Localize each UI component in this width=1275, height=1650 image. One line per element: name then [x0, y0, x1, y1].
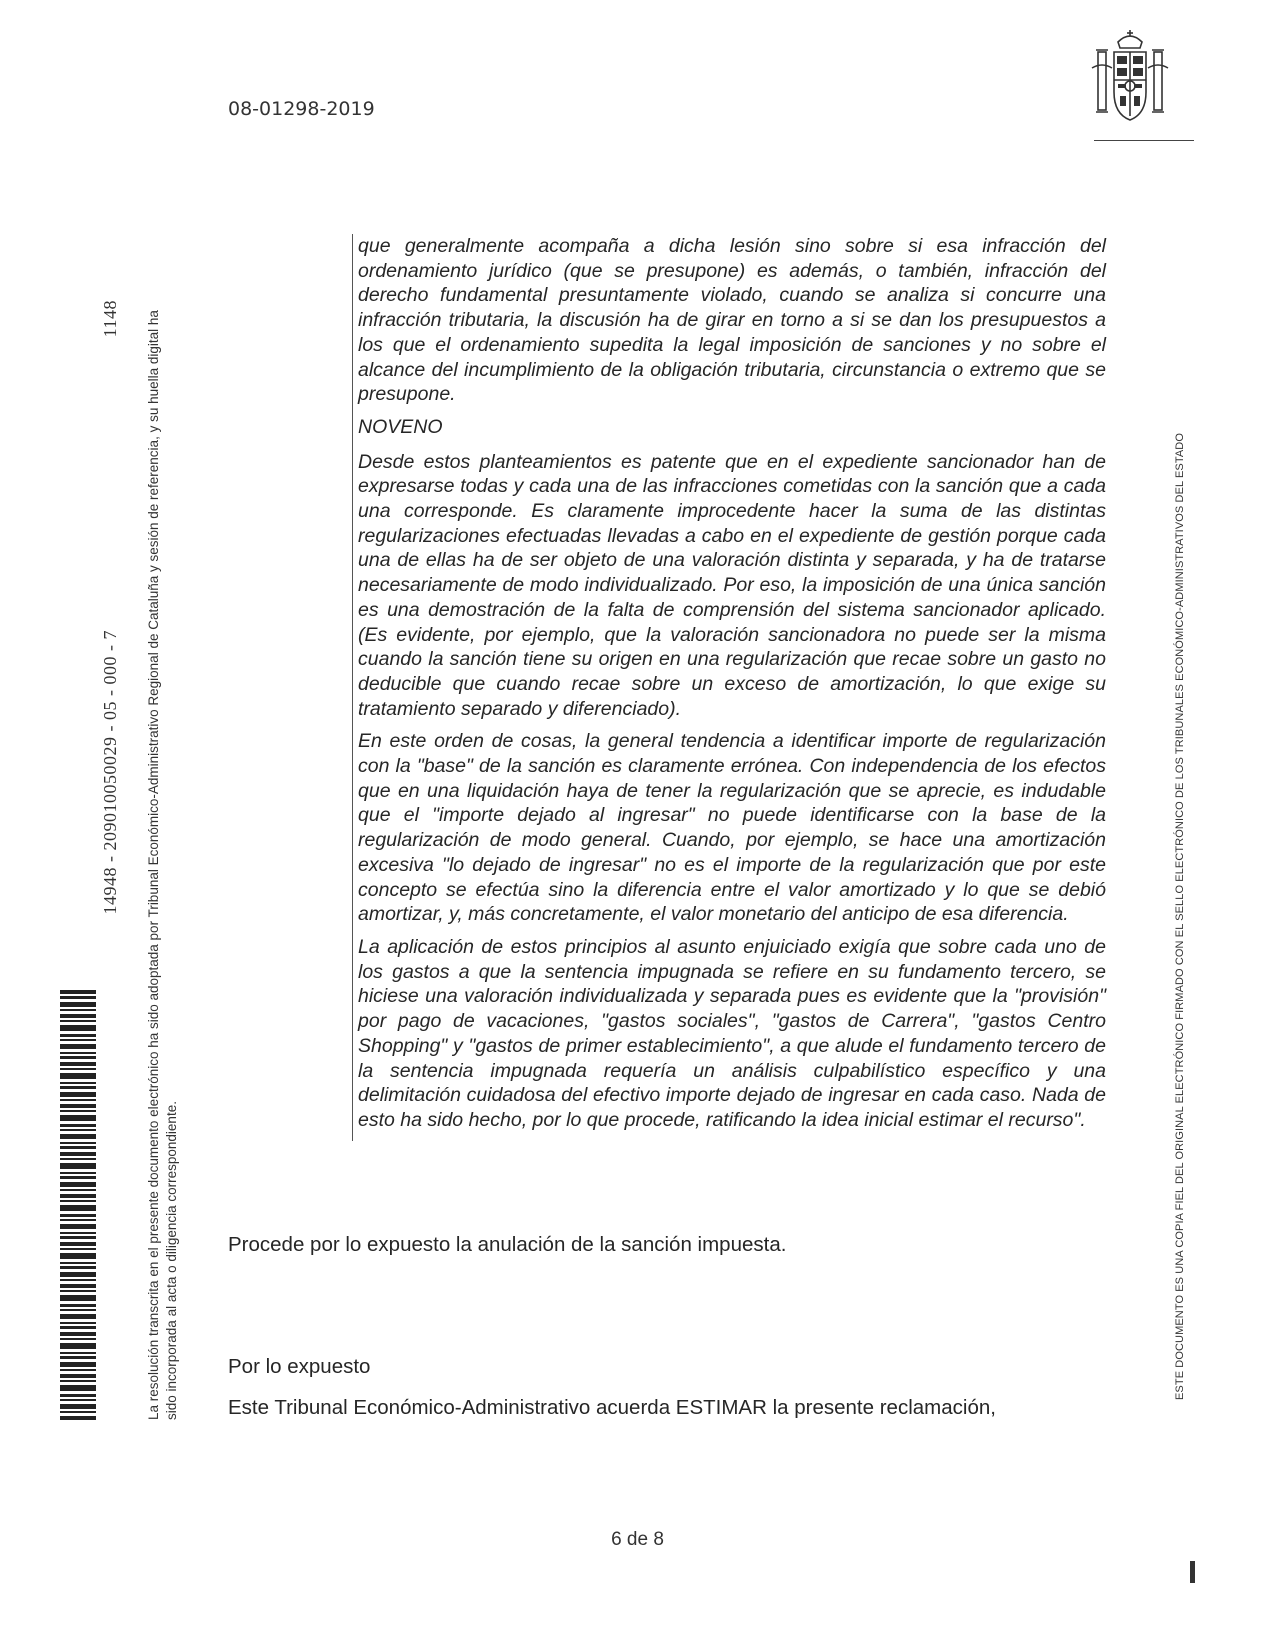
reference-number: 14948 - 209010050029 - 05 - 000 - 7 — [100, 630, 120, 915]
quoted-judgment — [352, 234, 1106, 1141]
conclusion-text: Procede por lo expuesto la anulación de la sanción impuesta. — [228, 1233, 787, 1256]
page-number: 6 de 8 — [611, 1529, 664, 1550]
section-heading: NOVENO — [358, 415, 443, 438]
quote-paragraph: que generalmente acompaña a dicha lesión sino sobre si esa infracción del ordenamiento jurídico (que se presupone) es además, o también, infracción del derecho fundamental presuntamente violado, cuando se analiza si concurre una infracción tributaria, la discusión ha de girar en torno a si se dan los presupuestos a los que el ordenamiento supedita la legal imposición de sanciones y no sobre el alcance del incumplimiento de la obligación tributaria, circunstancia o extremo que se presupone. — [358, 235, 1106, 406]
certification-note: ESTE DOCUMENTO ES UNA COPIA FIEL DEL ORIGINAL ELECTRÓNICO FIRMADO CON EL SELLO ELECTRÓNICO DE LOS TRIBUNALES ECONÓMICO-ADMINISTRATIVOS DEL ESTADO — [1174, 433, 1186, 1400]
barcode-icon — [60, 990, 96, 1420]
por-lo-expuesto-text: Por lo expuesto — [228, 1355, 371, 1378]
decision-text: Este Tribunal Económico-Administrativo acuerda ESTIMAR la presente reclamación, — [228, 1396, 996, 1419]
quote-paragraph: En este orden de cosas, la general tendencia a identificar importe de regularización con la "base" de la sanción es claramente errónea. Con independencia de los efectos que en una liquidación haya de tener la regularización que se aprecie, es indudable que el "importe dejado al ingresar" no puede identificarse con la base de la regularización de modo general. Cuando, por ejemplo, se hace una amortización excesiva "lo dejado de ingresar" no es el importe de la regularización que por este concepto se efectúa sino la diferencia entre el valor amortizado y lo que se debió amortizar, y, más concretamente, el valor monetario del anticipo de esa diferencia. — [358, 730, 1106, 926]
left-margin-stamp — [60, 300, 200, 1420]
reference-count: 1148 — [100, 300, 120, 338]
coat-of-arms-icon — [1088, 28, 1172, 124]
header-rule — [1094, 140, 1194, 141]
quote-paragraph: La aplicación de estos principios al asunto enjuiciado exigía que sobre cada uno de los gastos a que la sentencia impugnada se refiere en su fundamento tercero, se hiciese una valoración individualizada y separada pues es evidente que la "provisión" por pago de vacaciones, "gastos sociales", "gastos de Carrera", "gastos Centro Shopping" y "gastos de primer establecimiento", a que alude el fundamento tercero de la sentencia impugnada requería un análisis culpabilístico específico y una delimitación cuidadosa del efectivo importe dejado de ingresar en cada caso. Nada de esto ha sido hecho, por lo que procede, ratificando la idea inicial estimar el recurso". — [358, 935, 1106, 1131]
resolution-note: La resolución transcrita en el presente documento electrónico ha sido adoptada por Tribunal Económico-Administrativo Regional de Cataluña y sesión de referencia, y su huella digital ha sido incorporada al acta o diligencia correspondiente. — [146, 310, 179, 1420]
corner-mark — [1190, 1561, 1195, 1583]
document-number: 08-01298-2019 — [228, 98, 375, 120]
quote-paragraph: Desde estos planteamientos es patente que en el expediente sancionador han de expresarse todas y cada una de las infracciones cometidas con la sanción que a cada una corresponde. Es claramente improcedente hacer la suma de las distintas regularizaciones efectuadas llevadas a cabo en el expediente de gestión porque cada una de ellas ha de ser objeto de una valoración distinta y separada, y ha de tratarse necesariamente de modo individualizado. Por eso, la imposición de una única sanción es una demostración de la falta de comprensión del sistema sancionador aplicado. (Es evidente, por ejemplo, que la valoración sancionadora no puede ser la misma cuando la sanción tiene su origen en una regularización que recae sobre un gasto no deducible que cuando recae sobre un exceso de amortización, lo que exige su tratamiento separado y diferenciado). — [358, 450, 1106, 720]
